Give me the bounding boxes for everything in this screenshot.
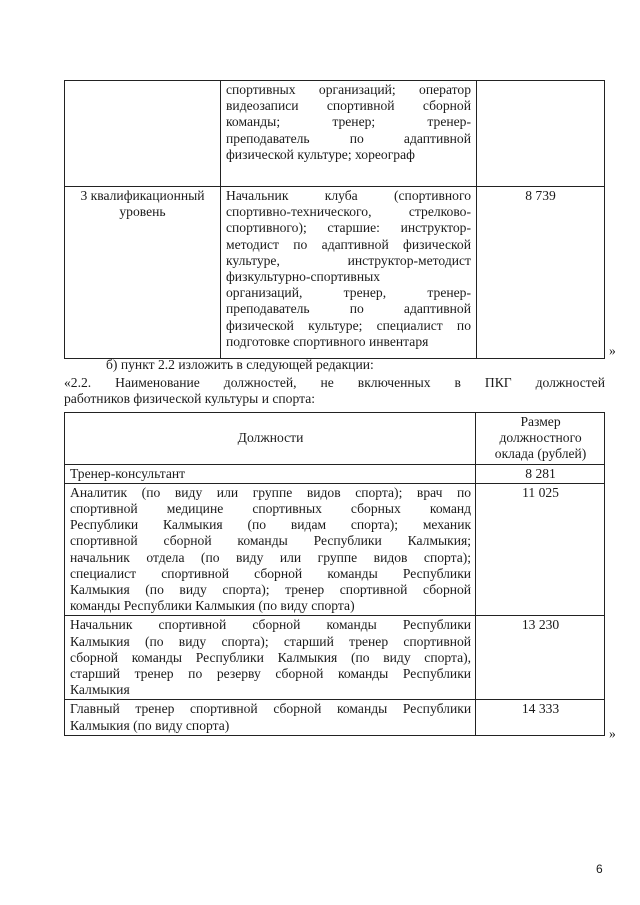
qualification-level-cell (65, 81, 221, 187)
text-line: уровень (119, 204, 166, 220)
table-row (65, 187, 605, 359)
text-line: спортивной сборной команды Республики Калмыкия; (70, 533, 472, 549)
position-cell (65, 700, 476, 735)
text-line: Калмыкия (по виду спорта) (70, 717, 230, 733)
salary-table-continued (64, 80, 605, 359)
text-line: Республики Калмыкия (по видам спорта); механик (70, 517, 472, 533)
qualification-level-cell (65, 187, 221, 359)
header-positions: Должности (65, 413, 476, 465)
text-line: «2.2. Наименование должностей, не включенных в ПКГ должностей (64, 375, 605, 390)
salary-cell (477, 81, 605, 187)
closing-quote: » (609, 726, 616, 741)
text-line: физической культуре; хореограф (226, 146, 415, 162)
position-cell (65, 483, 476, 616)
text-line: Начальник спортивной сборной команды Республики (70, 617, 472, 633)
text-line: видеозаписи спортивной сборной (226, 98, 471, 114)
salary-cell: 14 333 (476, 700, 605, 735)
position-cell (65, 616, 476, 700)
text-line: сборной команды Республики Калмыкия (по виду спорта), (70, 649, 472, 665)
text-line: старший тренер по резерву сборной команды Республики (70, 666, 472, 682)
salary-cell: 11 025 (476, 483, 605, 616)
position-cell (65, 464, 476, 483)
text-line: Аналитик (по виду или группе видов спорта); врач по (70, 484, 472, 500)
text-line: преподаватель по адаптивной (226, 130, 471, 146)
text-line: оклада (рублей) (494, 446, 587, 462)
table-row (65, 700, 605, 735)
text-line: команды; тренер; тренер- (226, 114, 471, 130)
text-line: спортивного); старшие: инструктор- (226, 220, 471, 236)
table-row (65, 616, 605, 700)
table-row (65, 483, 605, 616)
salary-cell: 8 281 (476, 464, 605, 483)
salary-cell: 8 739 (477, 187, 605, 359)
closing-quote: » (609, 343, 616, 358)
text-line: преподаватель по адаптивной (226, 301, 471, 317)
text-line: Калмыкия (по виду спорта); старший тренер спортивной (70, 633, 472, 649)
text-line: Главный тренер спортивной сборной команды Республики (70, 701, 472, 717)
text-line: культуре, инструктор-методист (226, 252, 471, 268)
text-line: команды Республики Калмыкия (по виду спорта) (70, 598, 355, 614)
page-number: 6 (596, 862, 603, 876)
text-line: Калмыкия (70, 682, 130, 698)
text-line: специалист спортивной сборной команды Республики (70, 565, 472, 581)
positions-salary-table (64, 412, 605, 736)
text-line: физкультурно-спортивных (226, 269, 381, 285)
text-line: спортивно-технического, стрелково- (226, 204, 471, 220)
text-line: спортивных организаций; оператор (226, 82, 471, 97)
table-header-row (65, 413, 605, 465)
text-line: Тренер-консультант (70, 465, 186, 481)
positions-cell (221, 81, 477, 187)
text-line: организаций, тренер, тренер- (226, 285, 471, 301)
table-row (65, 464, 605, 483)
salary-cell: 13 230 (476, 616, 605, 700)
paragraph-b: б) пункт 2.2 изложить в следующей редакции: (106, 357, 374, 372)
text-line: подготовке спортивного инвентаря (226, 333, 429, 349)
text-line: физической культуре; специалист по (226, 317, 471, 333)
text-line: методист по адаптивной физической (226, 236, 471, 252)
text-line: спортивной медицине спортивных сборных команд (70, 501, 472, 517)
text-line: 3 квалификационный (80, 188, 205, 203)
text-line: Начальник клуба (спортивного (226, 188, 471, 203)
text-line: Калмыкия (по виду спорта); тренер спортивной сборной (70, 582, 472, 598)
table-row (65, 81, 605, 187)
text-line: начальник отдела (по виду или группе видов спорта); (70, 549, 472, 565)
paragraph-2-2 (64, 375, 605, 407)
positions-cell (221, 187, 477, 359)
text-line: Размер (520, 414, 561, 429)
text-line: должностного (499, 430, 582, 446)
text-line: работников физической культуры и спорта: (64, 391, 316, 406)
header-salary (476, 413, 605, 465)
